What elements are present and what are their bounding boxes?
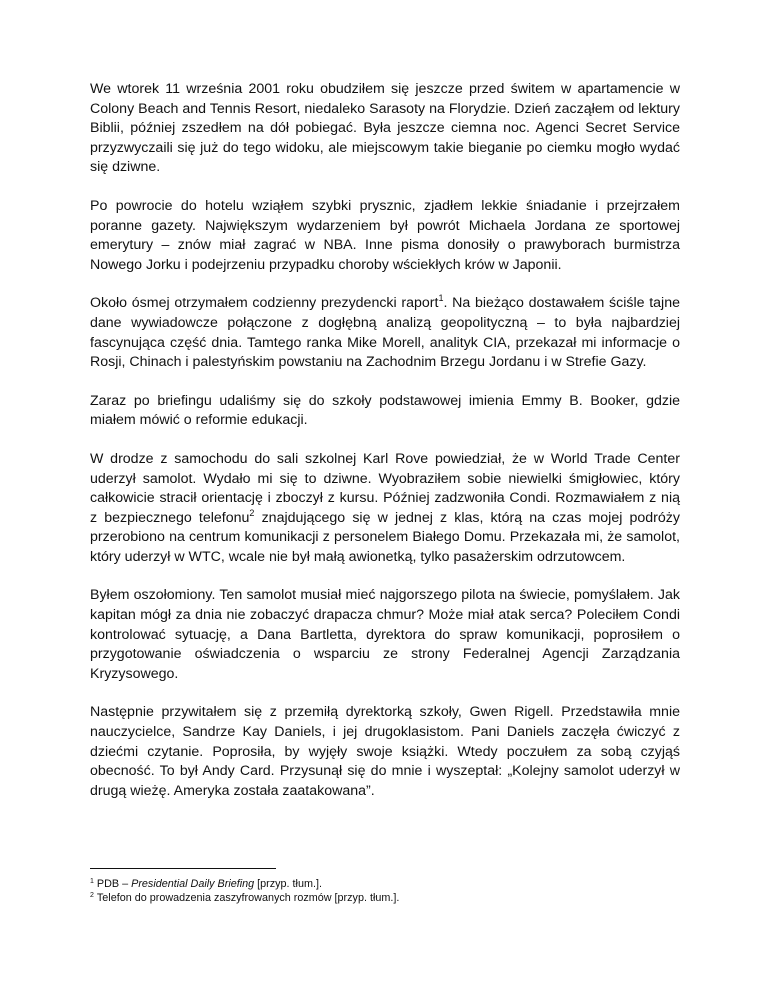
paragraph-4: Zaraz po briefingu udaliśmy się do szkoły podstawowej imienia Emmy B. Booker, gdzie miałem mówić o reformie edukacji. [90, 392, 680, 429]
paragraph-5-text-after: znajdującego się w jednej z klas, którą na czas mojej podróży przerobiono na centrum komunikacji z personelem Białego Domu. Przekazała mi, że samolot, który uderzył w WTC, wcale nie był małą awionetką, tylko pasażerskim odrzutowcem. [90, 509, 680, 565]
paragraph-3 [90, 294, 680, 372]
footnote-2-text: Telefon do prowadzenia zaszyfrowanych rozmów [przyp. tłum.]. [96, 892, 400, 904]
paragraph-7: Następnie przywitałem się z przemiłą dyrektorką szkoły, Gwen Rigell. Przedstawiła mnie nauczycielce, Sandrze Kay Daniels, i jej drugoklasistom. Pani Daniels zaczęła ćwiczyć z dziećmi czytanie. Poprosiła, by wyjęły swoje książki. Wtedy poczułem za sobą czyjąś obecność. To był Andy Card. Przysunął się do mnie i wyszeptał: „Kolejny samolot uderzył w drugą wieżę. Ameryka została zaatakowana”. [90, 704, 680, 799]
footnote-2 [90, 891, 680, 905]
paragraph-5-text-before: W drodze z samochodu do sali szkolnej Karl Rove powiedział, że w World Trade Center uderzył samolot. Wydało mi się to dziwne. Wyobraziłem sobie niewielki śmigłowiec, który całkowicie stracił orientację i zboczył z kursu. Później zadzwoniła Condi. Rozmawiałem z nią z bezpiecznego telefonu [90, 450, 680, 526]
paragraph-2: Po powrocie do hotelu wziąłem szybki prysznic, zjadłem lekkie śniadanie i przejrzałem poranne gazety. Największym wydarzeniem był powrót Michaela Jordana ze sportowej emerytury – znów miał zagrać w NBA. Inne pisma donosiły o prawyborach burmistrza Nowego Jorku i podejrzeniu przypadku choroby wściekłych krów w Japonii. [90, 197, 680, 273]
footnote-ref-2: 2 [249, 507, 255, 518]
paragraph-3-text-after: . Na bieżąco dostawałem ściśle tajne dane wywiadowcze połączone z dogłębną analizą geopolityczną – to była najbardziej fascynująca część dnia. Tamtego ranka Mike Morell, analityk CIA, przekazał mi informacje o Rosji, Chinach i palestyńskim powstaniu na Zachodnim Brzegu Jordanu i w Strefie Gazy. [90, 295, 680, 371]
paragraph-3-text-before: Około ósmej otrzymałem codzienny prezydencki raport [90, 295, 439, 312]
footnote-2-number: 2 [90, 892, 94, 899]
footnote-1 [90, 877, 680, 891]
paragraph-1: We wtorek 11 września 2001 roku obudziłem się jeszcze przed świtem w apartamencie w Colony Beach and Tennis Resort, niedaleko Sarasoty na Florydzie. Dzień zacząłem od lektury Biblii, później zszedłem na dół pobiegać. Była jeszcze ciemna noc. Agenci Secret Service przyzwyczaili się już do tego widoku, ale miejscowym takie bieganie po ciemku mogło wydać się dziwne. [90, 81, 680, 176]
footnote-1-number: 1 [90, 878, 94, 885]
footnotes-section [90, 868, 680, 905]
footnote-ref-1: 1 [438, 293, 444, 304]
paragraph-6: Byłem oszołomiony. Ten samolot musiał mieć najgorszego pilota na świecie, pomyślałem. Jak kapitan mógł za dnia nie zobaczyć drapacza chmur? Może miał atak serca? Poleciłem Condi kontrolować sytuację, a Dana Bartletta, dyrektora do spraw komunikacji, poprosiłem o przygotowanie oświadczenia o wsparciu ze strony Federalnej Agencji Zarządzania Kryzysowego. [90, 587, 680, 682]
footnote-1-tail: [przyp. tłum.]. [254, 878, 322, 890]
footnote-1-lead: PDB – [96, 878, 132, 890]
footnote-1-italic: Presidential Daily Briefing [131, 878, 255, 890]
footnote-separator [90, 868, 276, 869]
paragraph-5 [90, 450, 680, 568]
